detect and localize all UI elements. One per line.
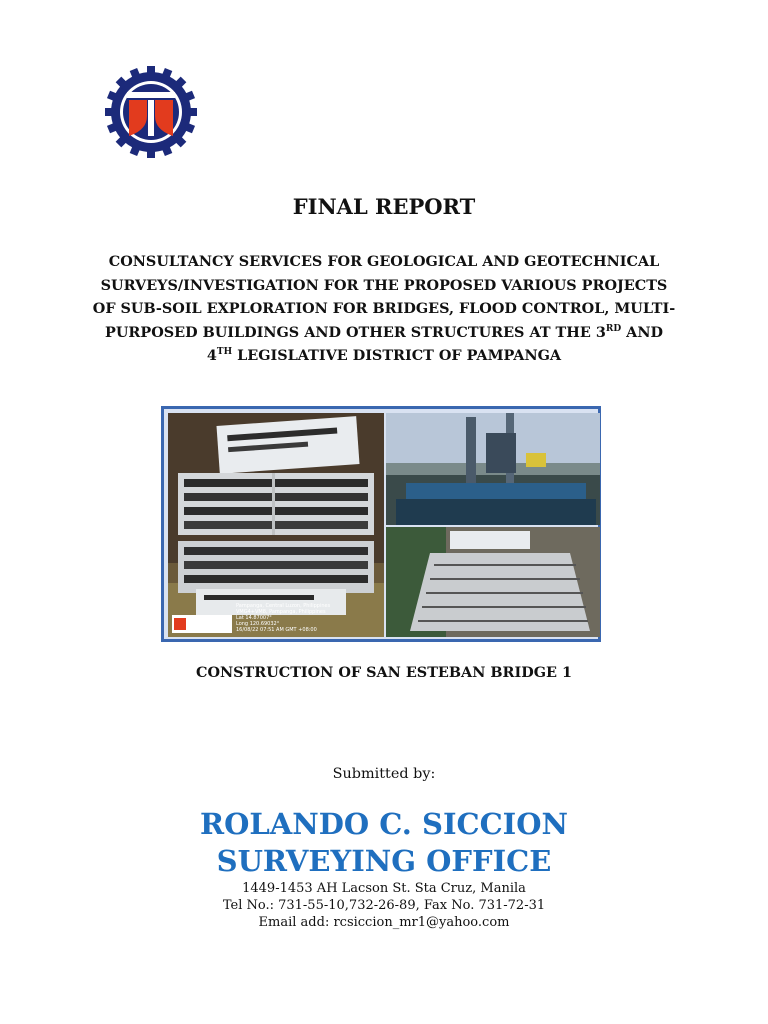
office-name xyxy=(0,806,768,880)
office-name-line-2: SURVEYING OFFICE xyxy=(216,844,552,878)
core-tray-photo xyxy=(386,527,600,637)
gps-stamp-text: Pampanga, Central Luzon, Philippines VMG4+VM8, Pampanga, Philippines Lat 14.87007° Long 120.69032° 16/08/22 07:51 AM GMT +08:00 xyxy=(236,603,331,633)
project-title-line-5: 4 xyxy=(206,347,217,364)
office-email: Email add: rcsiccion_mr1@yahoo.com xyxy=(258,915,510,930)
ordinal-suffix-th: TH xyxy=(216,347,233,358)
office-phone: Tel No.: 731-55-10,732-26-89, Fax No. 731-72-31 xyxy=(222,898,546,913)
project-name: CONSTRUCTION OF SAN ESTEBAN BRIDGE 1 xyxy=(196,664,572,681)
dpwh-seal-icon xyxy=(103,64,199,160)
office-name-line-1: ROLANDO C. SICCION xyxy=(199,807,569,841)
project-title-line-4-end: AND xyxy=(621,323,663,341)
ordinal-suffix-rd: RD xyxy=(605,323,622,334)
project-title-line-3: OF SUB-SOIL EXPLORATION FOR BRIDGES, FLOOD CONTROL, MULTI- xyxy=(92,300,676,317)
office-address: 1449-1453 AH Lacson St. Sta Cruz, Manila xyxy=(242,881,526,896)
site-photo-collage xyxy=(161,406,601,642)
report-title: FINAL REPORT xyxy=(292,194,476,219)
drilling-rig-photo xyxy=(386,413,600,525)
project-title xyxy=(60,250,708,368)
core-sample-boxes-photo xyxy=(168,413,384,637)
project-title-line-4: PURPOSED BUILDINGS AND OTHER STRUCTURES AT THE 3 xyxy=(105,323,606,341)
project-title-line-1: CONSULTANCY SERVICES FOR GEOLOGICAL AND GEOTECHNICAL xyxy=(108,253,660,270)
project-title-line-2: SURVEYS/INVESTIGATION FOR THE PROPOSED VARIOUS PROJECTS xyxy=(100,276,668,294)
submitted-by-label: Submitted by: xyxy=(332,766,436,782)
contact-details xyxy=(0,880,768,931)
project-title-line-5-end: LEGISLATIVE DISTRICT OF PAMPANGA xyxy=(232,347,562,364)
